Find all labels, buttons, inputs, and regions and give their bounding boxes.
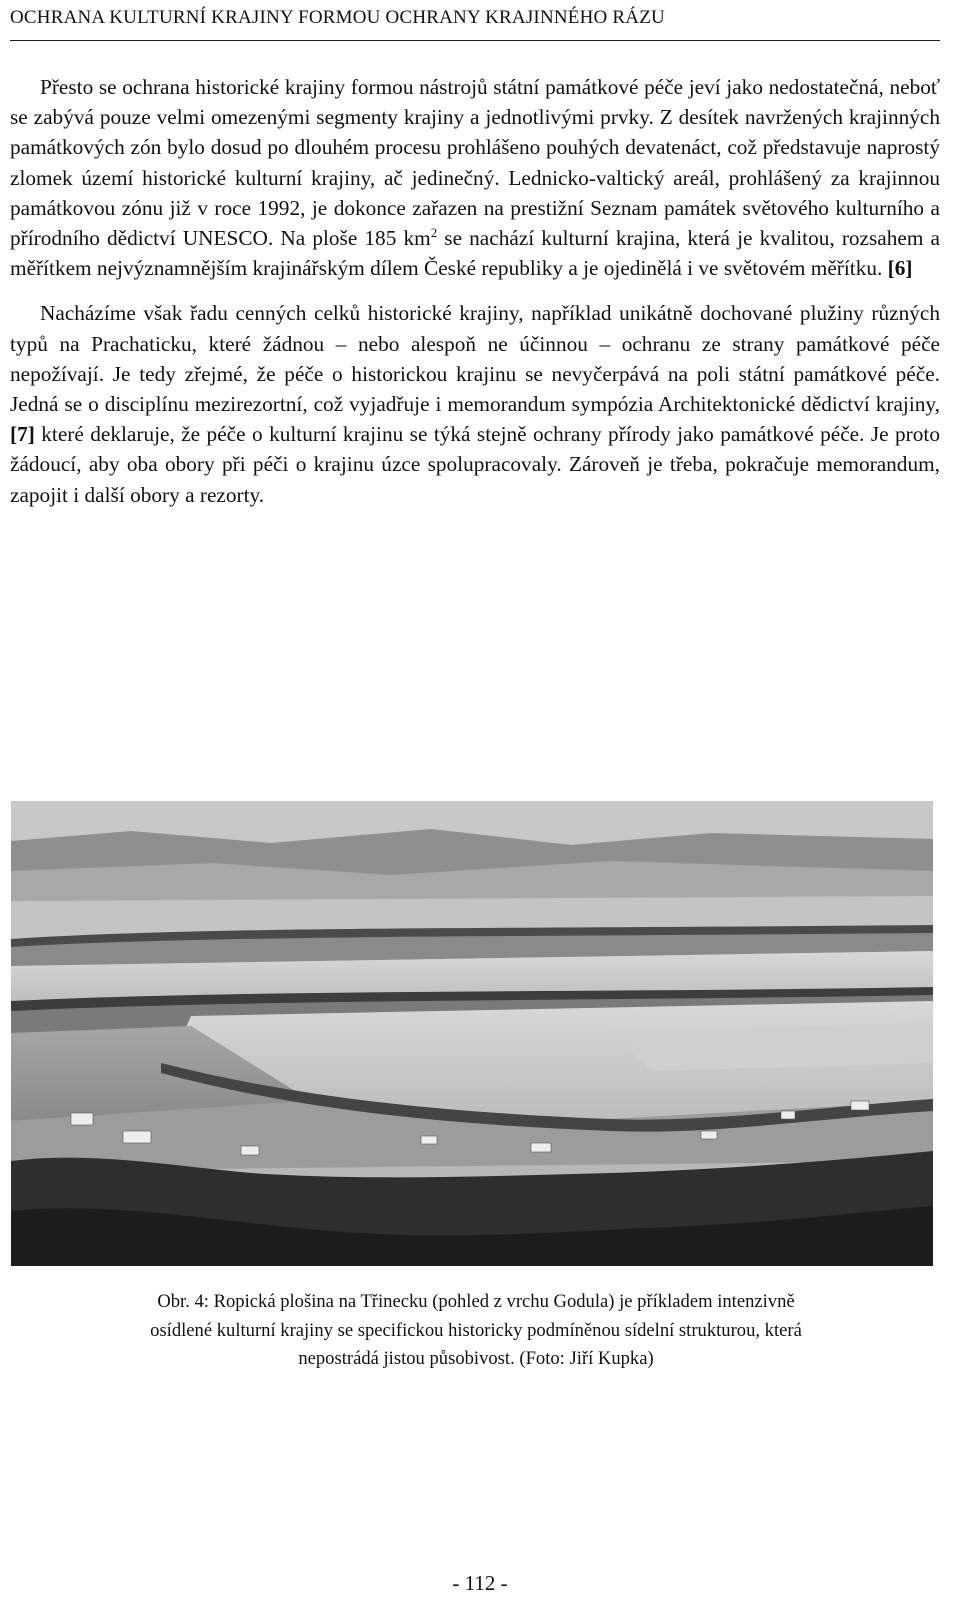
reference-6: [6] [887,256,913,281]
paragraph-2 [10,298,940,509]
figure-caption [30,1288,922,1374]
paragraph-1-text-b: se nachází kulturní krajina, která je kvalitou, rozsahem a měřítkem nejvýznamnějším krajinářským dílem České republiky a je ojedinělá i ve světovém měřítku. [10,226,940,281]
paragraph-1-text-a: Přesto se ochrana historické krajiny formou nástrojů státní památkové péče jeví jako nedostatečná, neboť se zabývá pouze velmi omezenými segmenty krajiny a jednotlivými prvky. Z desítek navržených krajinných památkových zón bylo dosud po dlouhém procesu prohlášeno pouhých devatenáct, což představuje naprostý zlomek území historické kulturní krajiny, ač jedinečný. Lednicko-valtický areál, prohlášený za krajinnou památkovou zónu již v roce 1992, je dokonce zařazen na prestižní Seznam památek světového kulturního a přírodního dědictví UNESCO. Na ploše 185 km [10,75,940,251]
paragraph-2-text-a: Nacházíme však řadu cenných celků historické krajiny, například unikátně dochované plužiny různých typů na Prachaticku, které žádnou – nebo alespoň ne účinnou – ochranu ze strany památkové péče nepožívají. Je tedy zřejmé, že péče o historickou krajinu se nevyčerpává na poli státní památkové péče. Jedná se o disciplínu mezirezortní, což vyjadřuje i memorandum sympózia Architektonické dědictví krajiny, [10,301,940,417]
page-number: - 112 - [452,1571,508,1595]
landscape-photo-illustration [11,801,933,1266]
caption-line-1: Obr. 4: Ropická plošina na Třinecku (pohled z vrchu Godula) je příkladem intenzivně [157,1291,795,1312]
body-text [10,72,940,510]
paragraph-1 [10,72,940,283]
reference-7: [7] [10,422,35,447]
landscape-photo [11,801,933,1266]
paragraph-2-text-b: které deklaruje, že péče o kulturní krajinu se týká stejně ochrany přírody jako památkové péče. Je proto žádoucí, aby oba obory při péči o krajinu úzce spolupracovaly. Zároveň je třeba, pokračuje memorandum, zapojit i další obory a rezorty. [10,422,940,507]
running-header: OCHRANA KULTURNÍ KRAJINY FORMOU OCHRANY KRAJINNÉHO RÁZU [10,4,940,41]
caption-line-3: nepostrádá jistou působivost. (Foto: Jiří Kupka) [298,1348,654,1369]
caption-line-2: osídlené kulturní krajiny se specifickou historicky podmíněnou sídelní strukturou, která [150,1319,802,1341]
superscript-2: 2 [430,224,438,240]
